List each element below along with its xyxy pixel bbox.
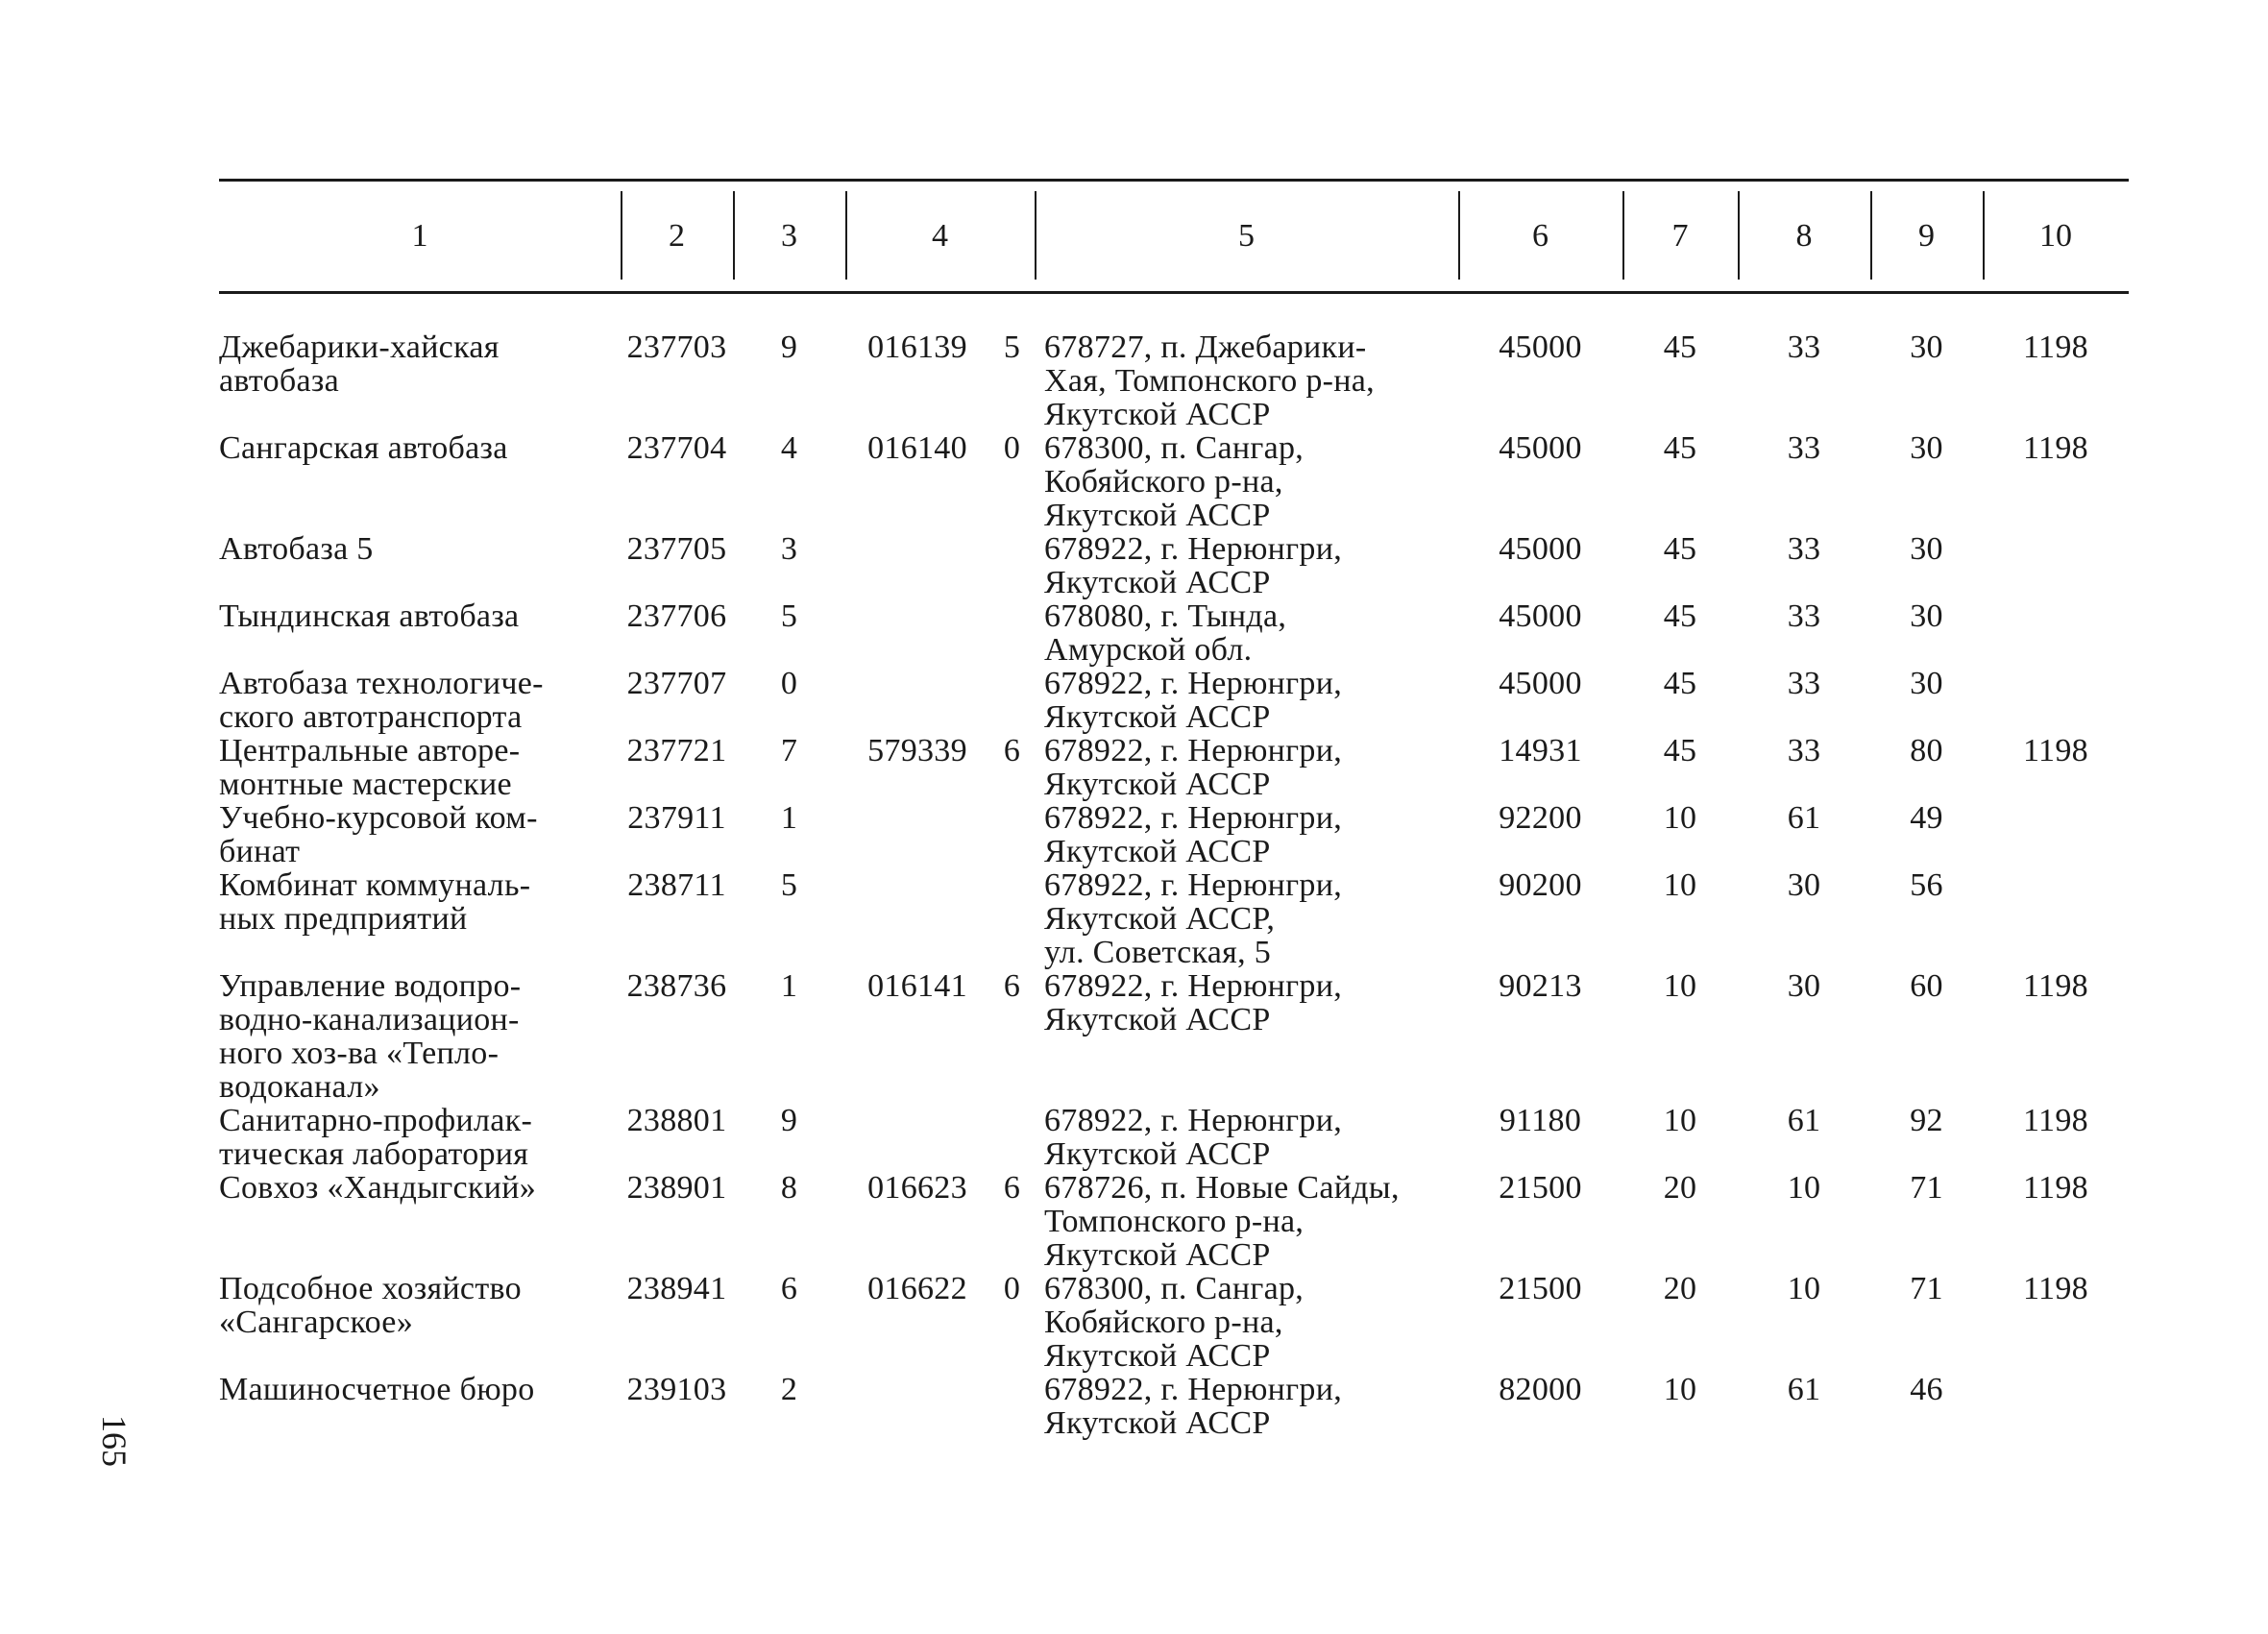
col7-cell: 10 <box>1663 1103 1697 1138</box>
check-digit-cell: 1 <box>780 968 798 1004</box>
code-cell: 237706 <box>626 598 727 634</box>
col9-cell: 30 <box>1910 329 1943 365</box>
code2-cell: 579339 <box>867 733 967 768</box>
table-row <box>219 1104 2129 1171</box>
col7-cell: 45 <box>1663 598 1697 634</box>
col6-cell: 91180 <box>1499 1103 1582 1138</box>
check2-digit-cell: 6 <box>1003 733 1021 768</box>
check-digit-cell: 8 <box>780 1170 798 1206</box>
address-cell: 678922, г. Нерюнгри, Якутской АССР <box>1044 968 1342 1037</box>
col10-cell <box>1983 667 2129 734</box>
col9-cell: 46 <box>1910 1372 1943 1407</box>
col9-cell: 30 <box>1910 531 1943 567</box>
code2-cell: 016140 <box>867 430 967 466</box>
organization-name: Учебно-курсовой ком- бинат <box>219 800 538 869</box>
code-cell: 238901 <box>626 1170 727 1206</box>
col10-cell <box>1983 599 2129 667</box>
col8-cell: 33 <box>1787 329 1821 365</box>
document-table <box>219 179 2129 1440</box>
column-header-10: 10 <box>1983 181 2129 293</box>
check-digit-cell: 4 <box>780 430 798 466</box>
col8-cell: 33 <box>1787 598 1821 634</box>
check2-digit-cell <box>989 532 1035 599</box>
check2-digit-cell <box>989 868 1035 969</box>
table-row <box>219 431 2129 532</box>
check2-digit-cell <box>989 1104 1035 1171</box>
col10-cell: 1198 <box>2023 329 2088 365</box>
code-cell: 238736 <box>626 968 727 1004</box>
col10-cell <box>1983 532 2129 599</box>
col7-cell: 20 <box>1663 1170 1697 1206</box>
address-cell: 678300, п. Сангар, Кобяйского р-на, Якутской АССР <box>1044 1271 1305 1374</box>
address-cell: 678300, п. Сангар, Кобяйского р-на, Якутской АССР <box>1044 430 1305 533</box>
check2-digit-cell: 6 <box>1003 1170 1021 1206</box>
code2-cell: 016623 <box>867 1170 967 1206</box>
code2-cell <box>845 801 989 868</box>
address-cell: 678922, г. Нерюнгри, Якутской АССР, ул. Советская, 5 <box>1044 867 1342 970</box>
col6-cell: 21500 <box>1499 1271 1582 1306</box>
table-row <box>219 599 2129 667</box>
organization-name: Центральные авторе- монтные мастерские <box>219 733 521 802</box>
col9-cell: 49 <box>1910 800 1943 836</box>
page-number: 165 <box>95 1415 134 1467</box>
col10-cell: 1198 <box>2023 1271 2088 1306</box>
code-cell: 237704 <box>626 430 727 466</box>
col8-cell: 61 <box>1787 1103 1821 1138</box>
code-cell: 237707 <box>626 666 727 701</box>
check-digit-cell: 0 <box>780 666 798 701</box>
column-header-7: 7 <box>1622 181 1738 293</box>
col9-cell: 80 <box>1910 733 1943 768</box>
col7-cell: 10 <box>1663 1372 1697 1407</box>
check-digit-cell: 5 <box>780 867 798 903</box>
column-header-6: 6 <box>1458 181 1622 293</box>
col8-cell: 33 <box>1787 430 1821 466</box>
col8-cell: 33 <box>1787 733 1821 768</box>
col6-cell: 45000 <box>1499 666 1582 701</box>
col6-cell: 14931 <box>1499 733 1582 768</box>
check2-digit-cell <box>989 599 1035 667</box>
address-cell: 678922, г. Нерюнгри, Якутской АССР <box>1044 800 1342 869</box>
code2-cell: 016139 <box>867 329 967 365</box>
address-cell: 678922, г. Нерюнгри, Якутской АССР <box>1044 1372 1342 1441</box>
code2-cell <box>845 1373 989 1440</box>
column-header-1: 1 <box>219 181 621 293</box>
table-row <box>219 1373 2129 1440</box>
col8-cell: 33 <box>1787 666 1821 701</box>
table-row <box>219 1171 2129 1272</box>
organization-name: Совхоз «Хандыгский» <box>219 1170 536 1206</box>
code-cell: 238801 <box>626 1103 727 1138</box>
check-digit-cell: 9 <box>780 329 798 365</box>
code2-cell: 016141 <box>867 968 967 1004</box>
column-header-5: 5 <box>1035 181 1458 293</box>
code-cell: 237703 <box>626 329 727 365</box>
col10-cell: 1198 <box>2023 430 2088 466</box>
code2-cell <box>845 1104 989 1171</box>
code-cell: 238941 <box>626 1271 727 1306</box>
check2-digit-cell: 6 <box>1003 968 1021 1004</box>
column-header-4: 4 <box>845 181 1035 293</box>
check2-digit-cell: 0 <box>1003 430 1021 466</box>
address-cell: 678080, г. Тында, Амурской обл. <box>1044 598 1287 668</box>
col6-cell: 82000 <box>1499 1372 1582 1407</box>
organization-name: Управление водопро- водно-канализацион- ного хоз-ва «Тепло- водоканал» <box>219 968 522 1105</box>
col7-cell: 45 <box>1663 430 1697 466</box>
col8-cell: 33 <box>1787 531 1821 567</box>
col8-cell: 61 <box>1787 800 1821 836</box>
col7-cell: 20 <box>1663 1271 1697 1306</box>
table-row <box>219 293 2129 432</box>
code-cell: 237721 <box>626 733 727 768</box>
address-cell: 678727, п. Джебарики- Хая, Томпонского р-на, Якутской АССР <box>1044 329 1375 432</box>
organization-name: Санитарно-профилак- тическая лаборатория <box>219 1103 533 1172</box>
organization-name: Джебарики-хайская автобаза <box>219 329 500 399</box>
col8-cell: 30 <box>1787 968 1821 1004</box>
check2-digit-cell: 0 <box>1003 1271 1021 1306</box>
col6-cell: 90213 <box>1499 968 1582 1004</box>
organization-name: Сангарская автобаза <box>219 430 508 466</box>
organization-name: Автобаза технологиче- ского автотранспорта <box>219 666 544 735</box>
table-row <box>219 734 2129 801</box>
table-row <box>219 532 2129 599</box>
col8-cell: 30 <box>1787 867 1821 903</box>
col8-cell: 10 <box>1787 1170 1821 1206</box>
col10-cell: 1198 <box>2023 1170 2088 1206</box>
table-row <box>219 801 2129 868</box>
check-digit-cell: 6 <box>780 1271 798 1306</box>
column-header-9: 9 <box>1870 181 1983 293</box>
code2-cell: 016622 <box>867 1271 967 1306</box>
address-cell: 678922, г. Нерюнгри, Якутской АССР <box>1044 666 1342 735</box>
col7-cell: 45 <box>1663 733 1697 768</box>
col7-cell: 10 <box>1663 968 1697 1004</box>
col10-cell: 1198 <box>2023 968 2088 1004</box>
code-cell: 238711 <box>627 867 726 903</box>
col9-cell: 30 <box>1910 430 1943 466</box>
check-digit-cell: 5 <box>780 598 798 634</box>
header-row <box>219 181 2129 293</box>
address-cell: 678726, п. Новые Сайды, Томпонского р-на, Якутской АССР <box>1044 1170 1400 1273</box>
table-body <box>219 293 2129 1441</box>
col9-cell: 71 <box>1910 1271 1943 1306</box>
col9-cell: 30 <box>1910 666 1943 701</box>
check-digit-cell: 9 <box>780 1103 798 1138</box>
col9-cell: 30 <box>1910 598 1943 634</box>
col9-cell: 56 <box>1910 867 1943 903</box>
address-cell: 678922, г. Нерюнгри, Якутской АССР <box>1044 531 1342 600</box>
check2-digit-cell: 5 <box>1003 329 1021 365</box>
column-header-8: 8 <box>1738 181 1870 293</box>
organization-name: Машиносчетное бюро <box>219 1372 535 1407</box>
address-cell: 678922, г. Нерюнгри, Якутской АССР <box>1044 733 1342 802</box>
check-digit-cell: 1 <box>780 800 798 836</box>
col7-cell: 10 <box>1663 867 1697 903</box>
col6-cell: 92200 <box>1499 800 1582 836</box>
col6-cell: 45000 <box>1499 531 1582 567</box>
organization-name: Автобаза 5 <box>219 531 374 567</box>
col6-cell: 45000 <box>1499 598 1582 634</box>
col10-cell: 1198 <box>2023 733 2088 768</box>
col7-cell: 10 <box>1663 800 1697 836</box>
code2-cell <box>845 667 989 734</box>
col7-cell: 45 <box>1663 666 1697 701</box>
column-header-2: 2 <box>621 181 733 293</box>
code-cell: 239103 <box>626 1372 727 1407</box>
col10-cell: 1198 <box>2023 1103 2088 1138</box>
column-header-3: 3 <box>733 181 845 293</box>
col10-cell <box>1983 1373 2129 1440</box>
col6-cell: 45000 <box>1499 430 1582 466</box>
check2-digit-cell <box>989 801 1035 868</box>
col6-cell: 45000 <box>1499 329 1582 365</box>
col9-cell: 60 <box>1910 968 1943 1004</box>
check-digit-cell: 7 <box>780 733 798 768</box>
col7-cell: 45 <box>1663 531 1697 567</box>
table-row <box>219 667 2129 734</box>
col7-cell: 45 <box>1663 329 1697 365</box>
code2-cell <box>845 599 989 667</box>
col6-cell: 90200 <box>1499 867 1582 903</box>
code2-cell <box>845 532 989 599</box>
address-cell: 678922, г. Нерюнгри, Якутской АССР <box>1044 1103 1342 1172</box>
col9-cell: 71 <box>1910 1170 1943 1206</box>
col8-cell: 10 <box>1787 1271 1821 1306</box>
organization-name: Подсобное хозяйство «Сангарское» <box>219 1271 522 1340</box>
table-row <box>219 868 2129 969</box>
table-row <box>219 969 2129 1104</box>
organization-name: Комбинат коммуналь- ных предприятий <box>219 867 531 937</box>
check2-digit-cell <box>989 1373 1035 1440</box>
table-row <box>219 1272 2129 1373</box>
col8-cell: 61 <box>1787 1372 1821 1407</box>
code2-cell <box>845 868 989 969</box>
organization-name: Тындинская автобаза <box>219 598 520 634</box>
col9-cell: 92 <box>1910 1103 1943 1138</box>
col10-cell <box>1983 868 2129 969</box>
code-cell: 237705 <box>626 531 727 567</box>
col6-cell: 21500 <box>1499 1170 1582 1206</box>
check-digit-cell: 2 <box>780 1372 798 1407</box>
check2-digit-cell <box>989 667 1035 734</box>
code-cell: 237911 <box>627 800 726 836</box>
check-digit-cell: 3 <box>780 531 798 567</box>
col10-cell <box>1983 801 2129 868</box>
